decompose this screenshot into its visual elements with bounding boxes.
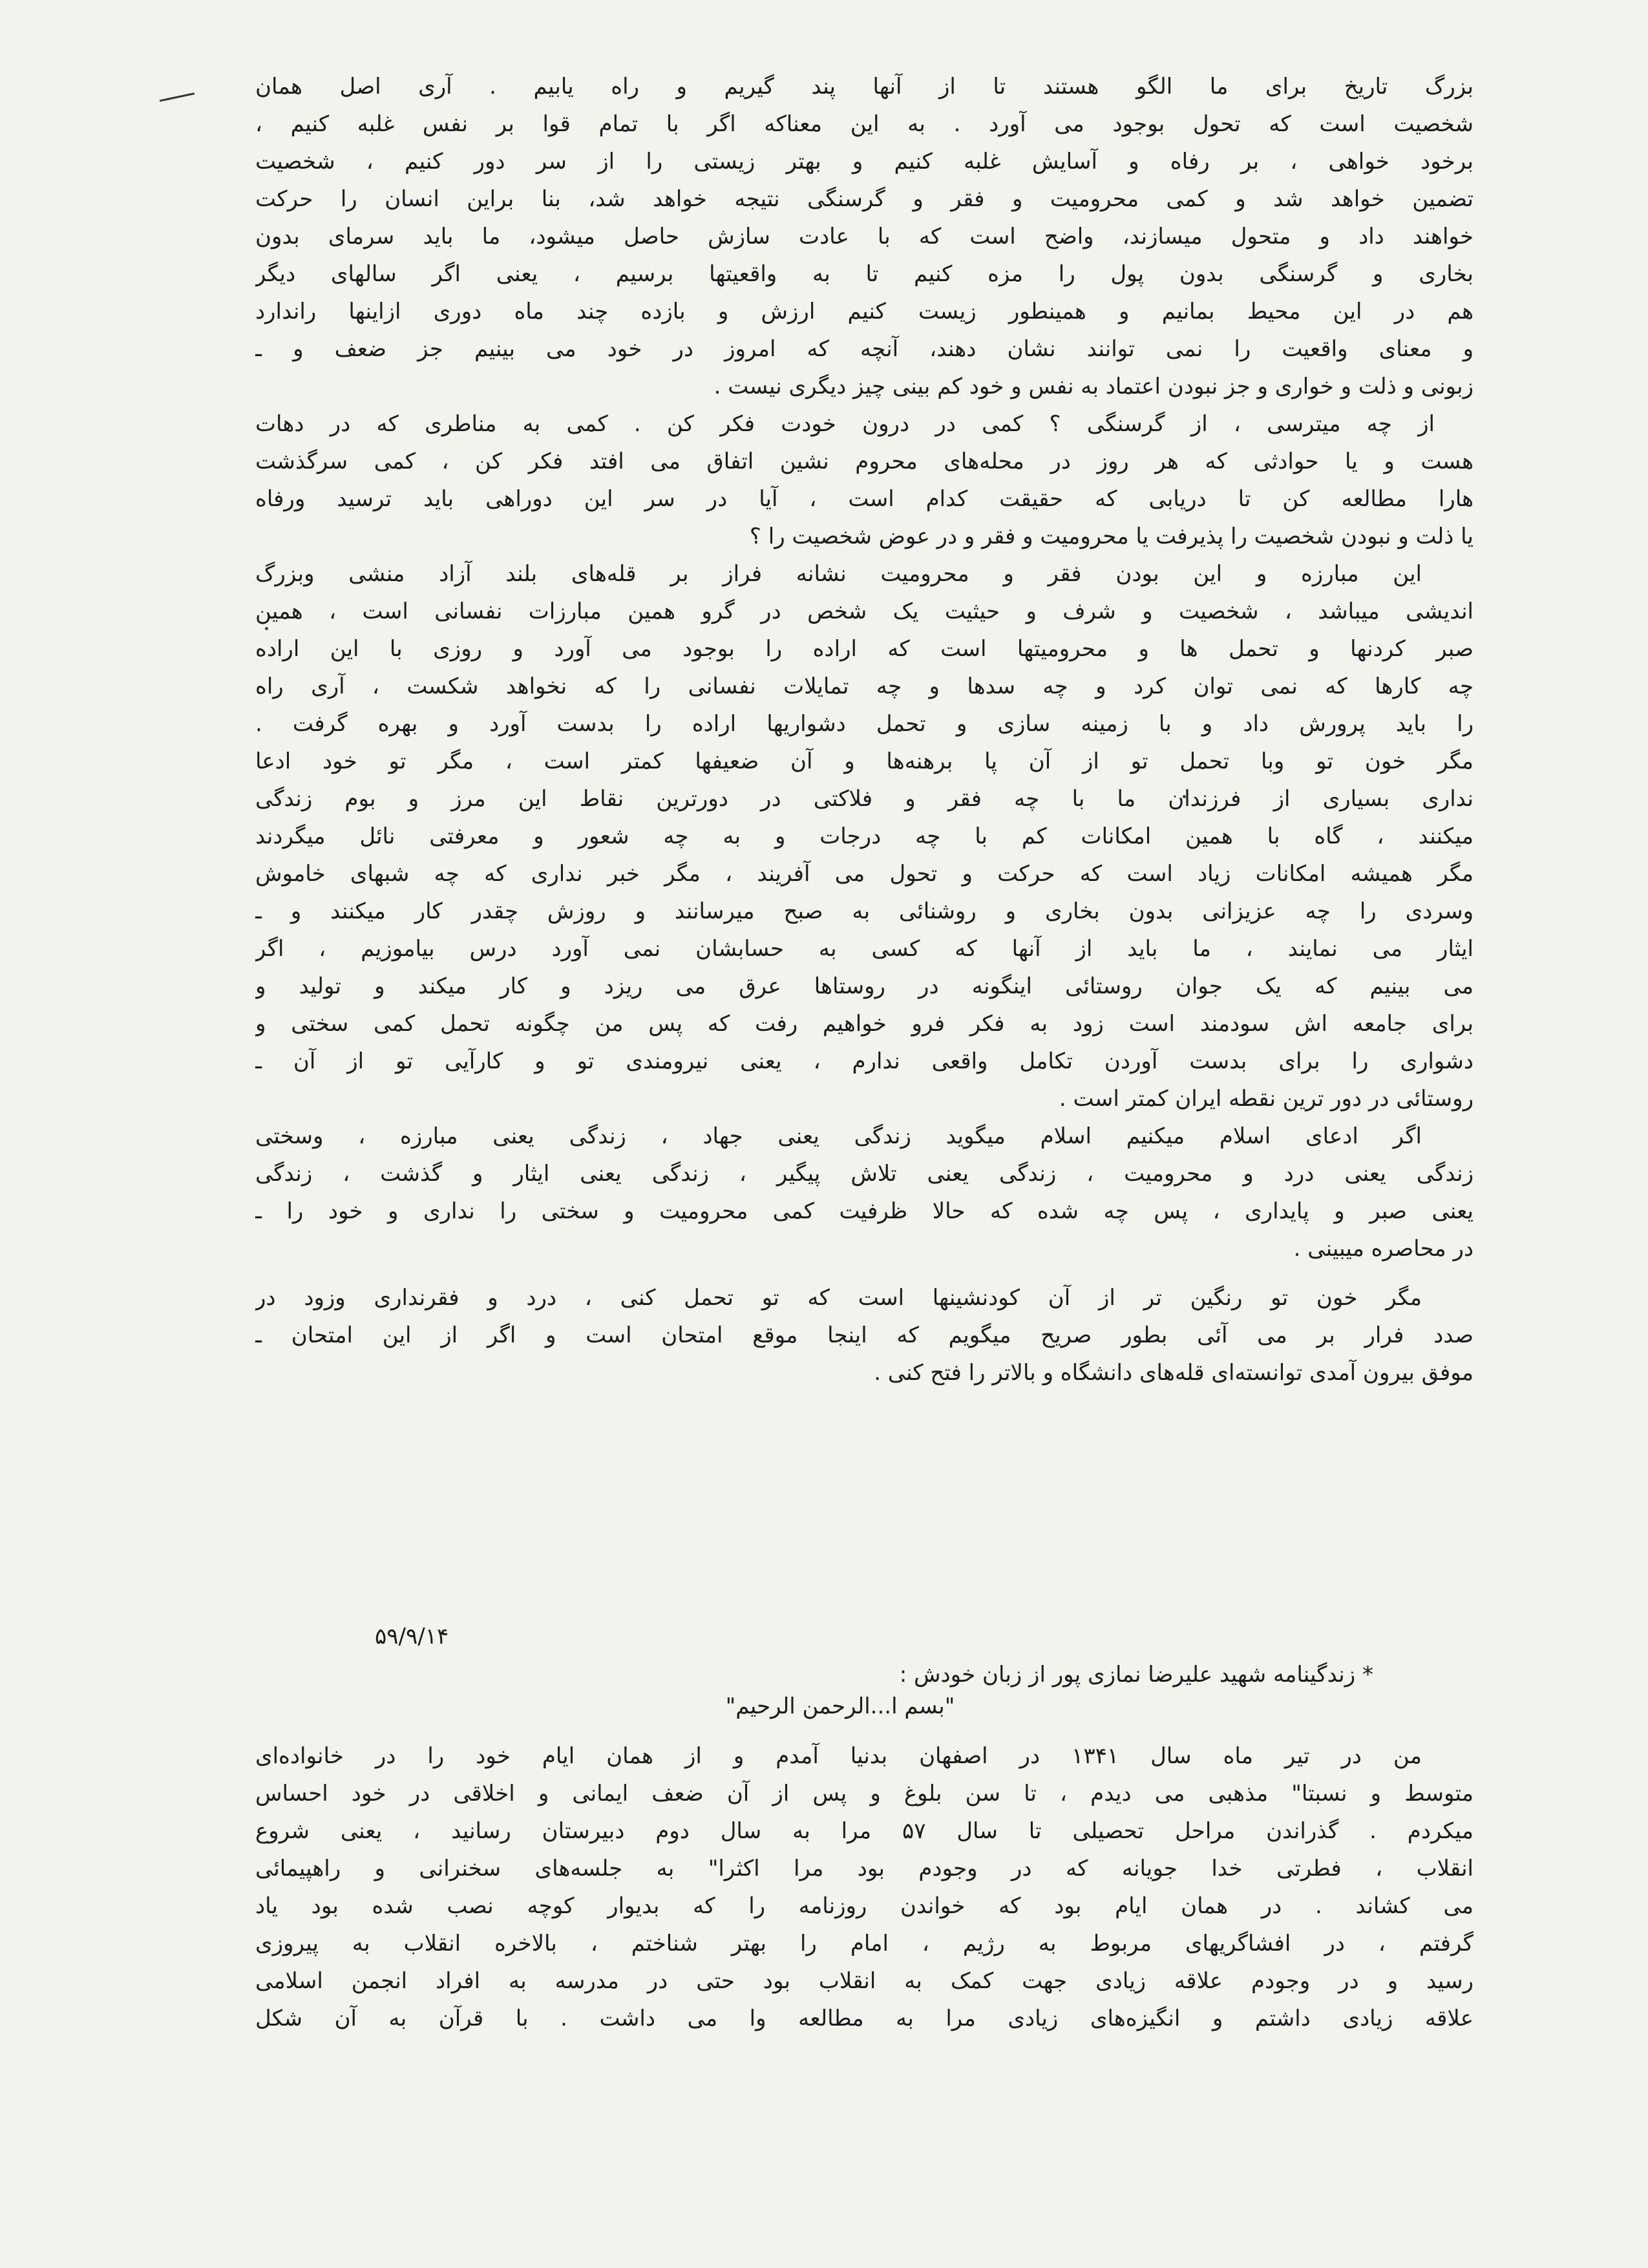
text-line: یعنی صبر و پایداری ، پس چه شده که حالا ظرفیت کمی محرومیت و سختی را نداری و خود را ـ	[255, 1198, 1474, 1224]
text-line: وسردی را چه عزیزانی بدون بخاری و روشنائی به صبح میرسانند و روزش چقدر کار میکنند و ـ	[255, 898, 1474, 924]
text-line: اگر ادعای اسلام میکنیم اسلام میگوید زندگی یعنی جهاد ، زندگی یعنی مبارزه ، وسختی	[255, 1123, 1422, 1149]
text-line: رسید و در وجودم علاقه زیادی جهت کمک به انقلاب بود حتی در مدرسه به افراد انجمن اسلامی	[255, 1968, 1474, 1994]
text-line: مگر همیشه امکانات زیاد است که حرکت و تحول می آفریند ، مگر خبر نداری که چه شبهای خاموش	[255, 861, 1474, 887]
text-line: گرفتم ، در افشاگریهای مربوط به رژیم ، امام را بهتر شناختم ، بالاخره انقلاب به پیروزی	[255, 1931, 1474, 1956]
text-line: صبر کردنها و تحمل ها و محرومیتها است که اراده را بوجود می آورد و روزی با این اراده	[255, 636, 1474, 662]
text-line: این مبارزه و این بودن فقر و محرومیت نشانه فراز بر قله‌های بلند آزاد منشی وبزرگ	[255, 561, 1422, 587]
text-line: برخود خواهی ، بر رفاه و آسایش غلبه کنیم و بهتر زیستی را از سر دور کنیم ، شخصیت	[255, 149, 1474, 175]
text-line: زندگی یعنی درد و محرومیت ، زندگی یعنی تلاش پیگیر ، زندگی یعنی ایثار و گذشت ، زندگی	[255, 1161, 1474, 1187]
paragraph-5	[255, 1279, 1474, 1392]
text-line: می بینیم که یک جوان روستائی اینگونه در روستاها عرق می ریزد و کار میکند و تولید و	[255, 973, 1474, 999]
biography-heading: * زندگینامه شهید علیرضا نمازی پور از زبان خودش :	[899, 1662, 1373, 1688]
text-line: ایثار می نمایند ، ما باید از آنها که کسی به حسابشان نمی آورد درس بیاموزیم ، اگر	[255, 936, 1474, 962]
text-line: را باید پرورش داد و با زمینه سازی و تحمل دشواریها اراده را بدست آورد و بهره گرفت .	[255, 711, 1474, 737]
text-line: هارا مطالعه کن تا دریابی که حقیقت کدام است ، آیا در سر این دوراهی باید ترسید ورفاه	[255, 486, 1474, 512]
paragraph-1	[255, 68, 1474, 405]
date-stamp: ۵۹/۹/۱۴	[375, 1624, 449, 1649]
text-line: هست و یا حوادثی که هر روز در محله‌های محروم نشین اتفاق می افتد فکر کن ، کمی سرگذشت	[255, 449, 1474, 474]
text-line: از چه میترسی ، از گرسنگی ؟ کمی در درون خودت فکر کن . کمی به مناطری که در دهات	[255, 411, 1435, 437]
text-line: یا ذلت و نبودن شخصیت را پذیرفت یا محرومیت و فقر و در عوض شخصیت را ؟	[749, 524, 1474, 549]
pen-stroke-mark	[158, 83, 195, 101]
text-line: متوسط و نسبتا" مذهبی می دیدم ، تا سن بلوغ و پس از آن ضعف ایمانی و اخلاقی در خود احساس	[255, 1781, 1474, 1807]
text-line: صدد فرار بر می آئی بطور صریح میگویم که اینجا موقع امتحان است و اگر از این امتحان ـ	[255, 1322, 1474, 1348]
text-line: دشواری را برای بدست آوردن تکامل واقعی ندارم ، یعنی نیرومندی تو و کارآیی تو از آن ـ	[255, 1048, 1474, 1074]
paragraph-4	[255, 1118, 1474, 1267]
text-line: مگر خون تو وبا تحمل تو از آن پا برهنه‌ها و آن ضعیفها کمتر است ، مگر تو خود ادعا	[255, 748, 1474, 774]
text-line: بزرگ تاریخ برای ما الگو هستند تا از آنها پند گیریم و راه یابیم . آری اصل همان	[255, 74, 1474, 100]
text-line: می کشاند . در همان ایام بود که خواندن روزنامه را که بدیوار کوچه نصب شده بود یاد	[255, 1893, 1474, 1919]
text-line: زبونی و ذلت و خواری و جز نبودن اعتماد به نفس و خود کم بینی چیز دیگری نیست .	[713, 374, 1474, 399]
text-line: برای جامعه اش سودمند است زود به فکر فرو خواهیم رفت که پس من چگونه تحمل کمی سختی و	[255, 1011, 1474, 1037]
text-line: و معنای واقعیت را نمی توانند نشان دهند، آنچه که امروز در خود می بینیم جز ضعف و ـ	[255, 336, 1474, 362]
text-line: انقلاب ، فطرتی خدا جویانه که در وجودم بود مرا اکثرا" به جلسه‌های سخنرانی و راهپیمائی	[255, 1856, 1474, 1881]
text-line: موفق بیرون آمدی توانسته‌ای قله‌های دانشگاه و بالاتر را فتح کنی .	[874, 1360, 1474, 1386]
text-line: اندیشی میباشد ، شخصیت و شرف و حیثیت یک شخص در گرو همین مبارزات نفسانی است ، همین	[255, 599, 1474, 624]
text-line: هم در این محیط بمانیم و همینطور زیست کنیم ارزش و بازده چند ماه دوری ازاینها راندارد	[255, 299, 1474, 324]
text-line: در محاصره میبینی .	[1293, 1236, 1474, 1262]
text-line: چه کارها که نمی توان کرد و چه سدها و چه تمایلات نفسانی را که نخواهد شکست ، آری راه	[255, 673, 1474, 699]
text-line: من در تیر ماه سال ۱۳۴۱ در اصفهان بدنیا آمدم و از همان ایام خود را در خانواده‌ای	[255, 1743, 1422, 1769]
text-line: میکردم . گذراندن مراحل تحصیلی تا سال ۵۷ مرا به سال دوم دبیرستان رسانید ، یعنی شروع	[255, 1818, 1474, 1844]
text-line: میکنند ، گاه با همین امکانات کم با چه درجات و به چه شعور و معرفتی نائل میگردند	[255, 823, 1474, 849]
text-line: شخصیت است که تحول بوجود می آورد . به این معناکه اگر با تمام قوا بر نفس غلبه کنیم ،	[255, 111, 1474, 137]
paragraph-6	[255, 1737, 1474, 2037]
paragraph-3	[255, 555, 1474, 1118]
text-line: نداری بسیاری از فرزندان ما با چه فقر و فلاکتی در دورترین نقاط این مرز و بوم زندگی	[255, 786, 1474, 812]
text-line: خواهند داد و متحول میسازند، واضح است که با عادت سازش حاصل میشود، ما باید سرمای بدون	[255, 224, 1474, 249]
body-text-top	[255, 68, 1474, 1392]
text-line: تضمین خواهد شد و کمی محرومیت و فقر و گرسنگی نتیجه خواهد شد، بنا براین انسان را حرکت	[255, 186, 1474, 212]
body-text-bottom	[255, 1737, 1474, 2037]
text-line: مگر خون تو رنگین تر از آن کودنشینها است که تو تحمل کنی ، درد و فقرنداری وزود در	[255, 1285, 1422, 1311]
text-line: بخاری و گرسنگی بدون پول را مزه کنیم تا به واقعیتها برسیم ، یعنی اگر سالهای دیگر	[255, 261, 1474, 287]
bismillah-line: "بسم ا...الرحمن الرحیم"	[725, 1693, 955, 1719]
paragraph-2	[255, 405, 1474, 555]
text-line: روستائی در دور ترین نقطه ایران کمتر است .	[1059, 1086, 1474, 1112]
text-line: علاقه زیادی داشتم و انگیزه‌های زیادی مرا به مطالعه وا می داشت . با قرآن به آن شکل	[255, 2006, 1474, 2031]
